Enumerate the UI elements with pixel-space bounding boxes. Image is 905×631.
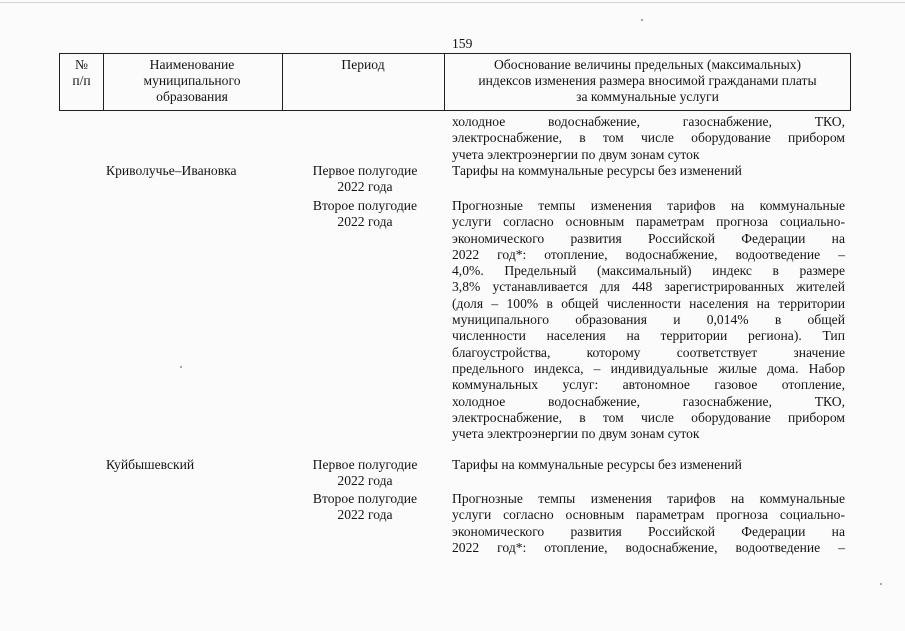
page-number: 159 [452,36,473,51]
scan-speck [180,366,182,368]
tariff-no-change: Тарифы на коммунальные ресурсы без изменений [452,163,742,178]
header-period: Период [341,57,385,72]
tariff-no-change: Тарифы на коммунальные ресурсы без изменений [452,457,742,472]
period-second-half: Второе полугодие 2022 года [312,198,418,230]
period-first-half: Первое полугодие 2022 года [312,163,418,195]
header-basis: Обоснование величины предельных (максимальных) индексов изменения размера вносимой гражданами платы за коммунальные услуги [478,57,817,104]
scan-speck [641,19,643,21]
period-second-half: Второе полугодие 2022 года [312,491,418,523]
table-header [59,53,851,111]
header-number: № п/п [72,57,91,88]
municipality-name: Криволучье–Ивановка [106,163,237,178]
period-first-half: Первое полугодие 2022 года [312,457,418,489]
forecast-text: Прогнозные темпы изменения тарифов на коммунальные услуги согласно основным параметрам прогноза социально- экономического развития Российской Федерации на 2022 год*: отопление, водоснабжение, водоотведение – 4,0%. Предельный (максимальный) индекс в размере 3,8% устанавливается для 448 зарегистрированных жителей (доля – 100% в общей численности населения на территории муниципального образования и 0,014% в общей численности населения на территории региона). Тип благоустройства, которому соответствует значение предельного индекса, – индивидуальные жилые дома. Набор коммунальных услуг: автономное газовое отопление, холодное водоснабжение, газоснабжение, ТКО, электроснабжение, в том числе оборудование прибором учета электроэнергии по двум зонам суток [452,198,845,442]
scan-edge-line [0,2,905,3]
municipality-name: Куйбышевский [106,457,195,472]
forecast-text: Прогнозные темпы изменения тарифов на коммунальные услуги согласно основным параметрам прогноза социально- экономического развития Российской Федерации на 2022 год*: отопление, водоснабжение, водоотведение – [452,491,845,555]
continuation-text: холодное водоснабжение, газоснабжение, ТКО, электроснабжение, в том числе оборудование прибором учета электроэнергии по двум зонам суток [452,114,845,162]
header-municipality: Наименование муниципального образования [143,57,241,104]
scan-speck [880,583,882,585]
